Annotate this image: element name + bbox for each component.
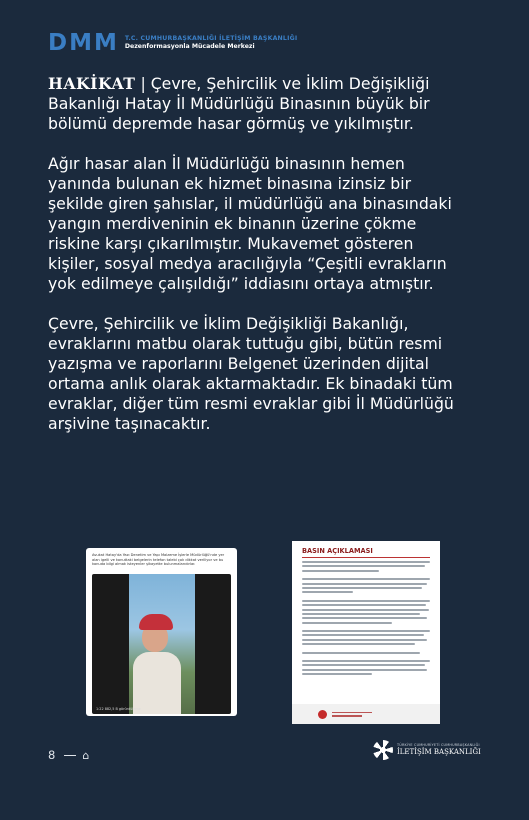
ministry-seal-icon <box>318 710 327 719</box>
press-rule <box>302 557 430 558</box>
footer-brand <box>373 740 481 760</box>
dmm-logo: DMM <box>48 30 119 56</box>
press-release-screenshot <box>292 541 440 724</box>
footer-brand-big: İLETİŞİM BAŞKANLIĞI <box>397 748 481 756</box>
social-post-screenshot <box>86 548 237 716</box>
footer-brand-small: TÜRKİYE CUMHURİYETİ CUMHURBAŞKANLIĞI <box>397 743 480 747</box>
lead-text: Çevre, Şehircilik ve İklim Değişikliği Bakanlığı Hatay İl Müdürlüğü Binasının büyük bir bölümü depremde hasar görmüş ve yıkılmıştır. <box>48 74 430 133</box>
institution-name: T.C. CUMHURBAŞKANLIĞI İLETİŞİM BAŞKANLIĞI <box>124 35 298 42</box>
video-timestamp: 1:22 <box>96 707 104 711</box>
video-views: 882,5 B görüntüleme <box>104 707 141 711</box>
person-body <box>133 652 181 714</box>
paragraph-2: Ağır hasar alan İl Müdürlüğü binasının hemen yanında bulunan ek hizmet binasına izinsiz bir şekilde giren şahıslar, il müdürlüğü ana binasındaki yangın merdiveninin ek binanın üzerine çökme riskine karşı çıkarılmıştır. Mukavemet gösteren kişiler, sosyal medya aracılığıyla “Çeşitli evrakların yok edilmeye çalışıldığı” iddiasını ortaya atmıştır. <box>48 154 452 293</box>
center-name: Dezenformasyonla Mücadele Merkezi <box>124 43 255 50</box>
footer-brand-text <box>397 743 481 757</box>
press-release-title: BASIN AÇIKLAMASI <box>302 547 373 555</box>
page-number: 8 <box>48 748 56 762</box>
press-release-footer <box>292 704 440 724</box>
post-author: Avukat <box>92 553 105 557</box>
page-indicator <box>48 748 89 762</box>
brand-text <box>125 35 297 51</box>
lead-paragraph <box>48 74 468 134</box>
page-divider <box>64 755 76 756</box>
hard-hat-icon <box>139 614 173 630</box>
article <box>48 74 468 454</box>
video-frame <box>129 574 195 714</box>
video-meta <box>96 707 141 711</box>
press-release-body <box>302 561 430 678</box>
post-video <box>92 574 231 714</box>
header <box>48 32 297 54</box>
home-icon[interactable]: ⌂ <box>82 748 90 762</box>
label-separator: | <box>135 74 151 93</box>
ministry-name-mark <box>332 711 372 718</box>
iletisim-emblem-icon <box>373 740 393 760</box>
hakikat-label: HAKİKAT <box>48 74 136 93</box>
post-text: Hatay'da Yazı Denetim ve Yapı Malzeme İşlerle Müdürlüğü'nde yer alan igelli ve konuttaki belgelerin telefon talebi çok dikkat veriliyor ve bu konuda bilgi almak isteyenler şikayette bulunmalarıdırlar. <box>92 553 225 567</box>
post-header <box>86 548 237 573</box>
paragraph-3: Çevre, Şehircilik ve İklim Değişikliği Bakanlığı, evraklarını matbu olarak tuttuğu gibi, bütün resmi yazışma ve raporlarını Belgenet üzerinden dijital ortama anlık olarak aktarmaktadır. Ek binadaki tüm evraklar, diğer tüm resmi evraklar gibi İl Müdürlüğü arşivine taşınacaktır. <box>48 314 454 433</box>
